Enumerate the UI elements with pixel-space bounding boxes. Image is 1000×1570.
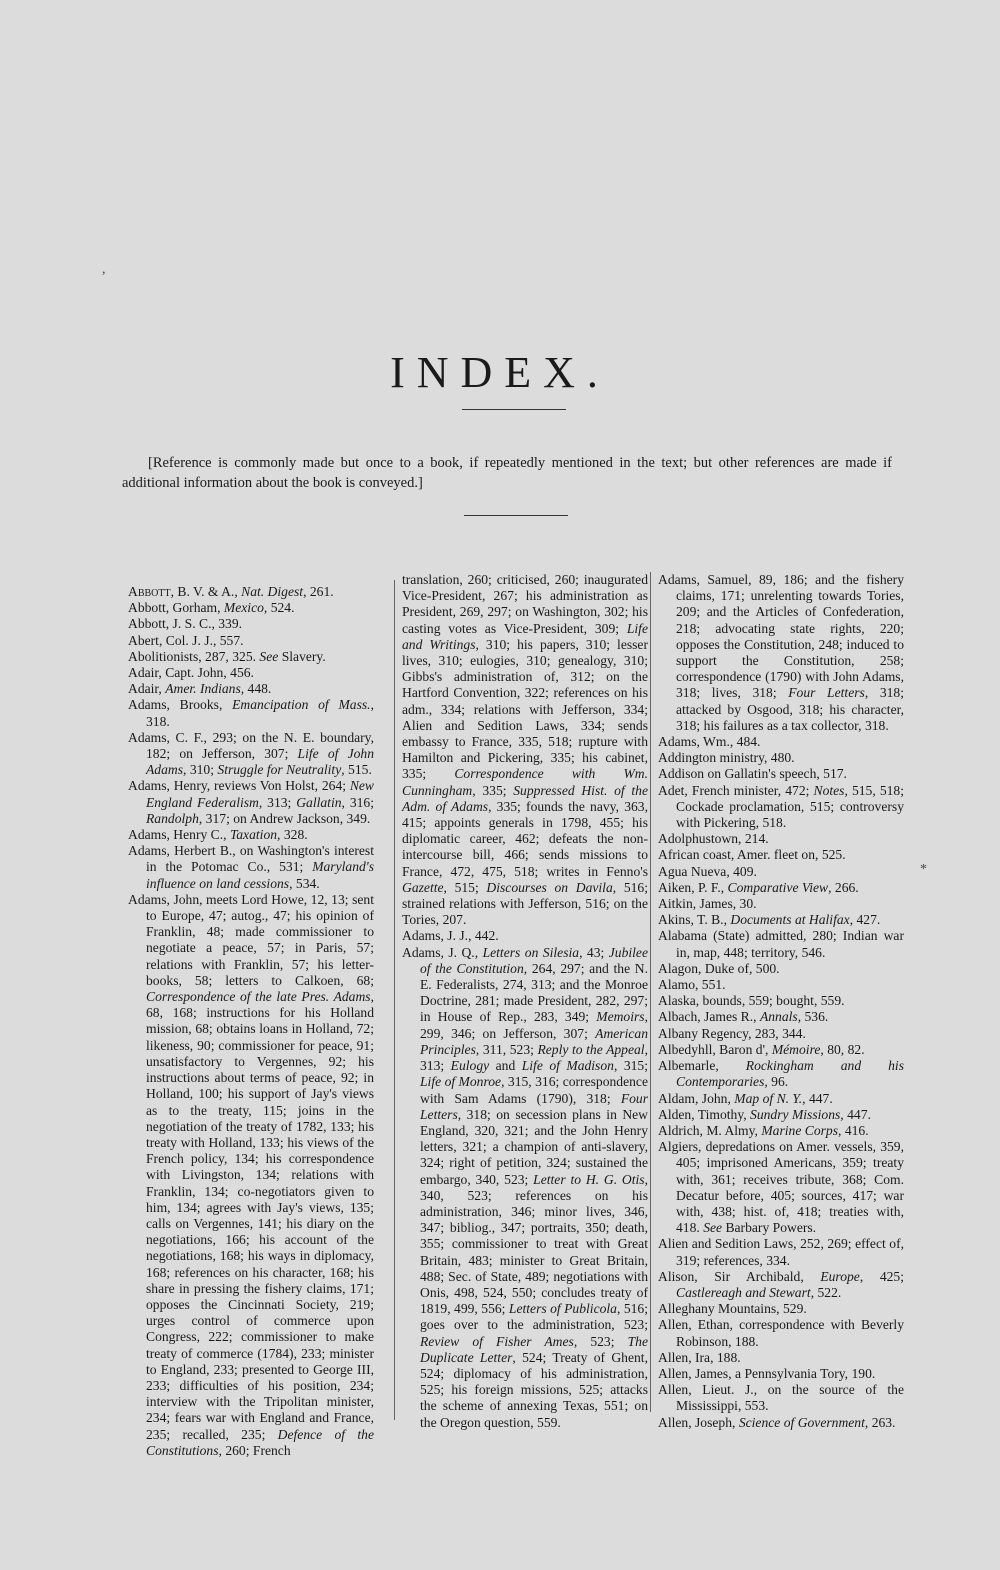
index-entry: Allen, Joseph, Science of Government, 263. bbox=[658, 1414, 896, 1430]
index-entry: Aldrich, M. Almy, Marine Corps, 416. bbox=[658, 1122, 869, 1138]
index-column-2 bbox=[402, 572, 648, 1431]
index-entry: Albany Regency, 283, 344. bbox=[658, 1025, 806, 1041]
page-title: INDEX. bbox=[390, 348, 610, 398]
index-entry: Addison on Gallatin's speech, 517. bbox=[658, 766, 847, 782]
column-divider bbox=[394, 580, 395, 1420]
index-entry: Adolphustown, 214. bbox=[658, 831, 769, 847]
stray-mark: * bbox=[920, 862, 927, 877]
stray-mark: , bbox=[102, 262, 106, 277]
index-entry: Adams, Brooks, Emancipation of Mass., 318. bbox=[128, 697, 374, 729]
index-entry: Allen, James, a Pennsylvania Tory, 190. bbox=[658, 1365, 876, 1381]
index-entry: Aiken, P. F., Comparative View, 266. bbox=[658, 879, 859, 895]
index-entry: Adams, Henry, reviews Von Holst, 264; New England Federalism, 313; Gallatin, 316; Randolph, 317; on Andrew Jackson, 349. bbox=[128, 778, 374, 826]
index-entry: Albach, James R., Annals, 536. bbox=[658, 1009, 829, 1025]
index-entry: Alagon, Duke of, 500. bbox=[658, 960, 780, 976]
index-entry: Alaska, bounds, 559; bought, 559. bbox=[658, 993, 845, 1009]
index-entry: Albemarle, Rockingham and his Contemporaries, 96. bbox=[658, 1058, 904, 1090]
reference-note-text: [Reference is commonly made but once to a book, if repeatedly mentioned in the text; but other references are made if additional information about the book is conveyed.] bbox=[122, 454, 892, 491]
index-entry-continuation: translation, 260; criticised, 260; inaugurated Vice-President, 267; his administration as President, 269, 297; on Washington, 302; his casting votes as Vice-President, 309; Life and Writings, 310; his papers, 310; lesser lives, 310; eulogies, 310; genealogy, 310; Gibbs's administration of, 312; on the Hartford Convention, 322; references on his adm., 334; relations with Jefferson, 334; Alien and Sedition Laws, 334; sends embassy to France, 335, 518; rupture with Hamilton and Pickering, 335; his cabinet, 335; Correspondence with Wm. Cunningham, 335; Suppressed Hist. of the Adm. of Adams, 335; founds the navy, 363, 415; appoints generals in 1798, 455; his diplomatic career, 462; defeats the non-intercourse bill, 466; sends missions to France, 472, 475, 518; writes in Fenno's Gazette, 515; Discourses on Davila, 516; strained relations with Jefferson, 516; on the Tories, 207. bbox=[402, 572, 648, 928]
index-entry: Algiers, depredations on Amer. vessels, 359, 405; imprisoned Americans, 359; treaty with, 361; receives tribute, 368; Com. Decatur before, 405; sources, 417; war with, 438; hist. of, 418; treaties with, 418. See Barbary Powers. bbox=[658, 1139, 904, 1236]
index-entry: Addington ministry, 480. bbox=[658, 750, 795, 766]
index-entry: Adams, Samuel, 89, 186; and the fishery claims, 171; unrelenting towards Tories, 209; and the Articles of Confederation, 218; advocating state rights, 220; opposes the Constitution, 248; induced to support the Constitution, 258; correspondence (1790) with John Adams, 318; lives, 318; Four Letters, 318; attacked by Osgood, 318; his character, 318; his failures as a tax collector, 318. bbox=[658, 572, 904, 733]
index-entry: Adams, J. J., 442. bbox=[402, 928, 499, 944]
index-entry: Alien and Sedition Laws, 252, 269; effect of, 319; references, 334. bbox=[658, 1236, 904, 1268]
index-entry: Abolitionists, 287, 325. See Slavery. bbox=[128, 648, 326, 664]
index-column-1 bbox=[128, 584, 374, 1459]
index-entry: African coast, Amer. fleet on, 525. bbox=[658, 847, 846, 863]
reference-note bbox=[122, 453, 892, 493]
index-entry: Adams, Herbert B., on Washington's interest in the Potomac Co., 531; Maryland's influence on land cessions, 534. bbox=[128, 843, 374, 891]
index-entry: Alamo, 551. bbox=[658, 977, 726, 993]
index-entry: Adams, C. F., 293; on the N. E. boundary, 182; on Jefferson, 307; Life of John Adams, 310; Struggle for Neutrality, 515. bbox=[128, 729, 374, 778]
index-entry: Allen, Ira, 188. bbox=[658, 1349, 741, 1365]
index-column-3 bbox=[658, 572, 904, 1431]
index-entry: Alison, Sir Archibald, Europe, 425; Castlereagh and Stewart, 522. bbox=[658, 1268, 905, 1300]
index-entry: Allen, Lieut. J., on the source of the Mississippi, 553. bbox=[658, 1382, 904, 1414]
index-entry: Adair, Capt. John, 456. bbox=[128, 665, 254, 681]
index-entry: Abbott, B. V. & A., Nat. Digest, 261. bbox=[128, 584, 334, 599]
note-rule bbox=[464, 515, 568, 516]
index-entry: Adet, French minister, 472; Notes, 515, 518; Cockade proclamation, 515; controversy with Pickering, 518. bbox=[658, 782, 904, 831]
index-entry: Abert, Col. J. J., 557. bbox=[128, 632, 244, 648]
index-entry: Akins, T. B., Documents at Halifax, 427. bbox=[658, 912, 881, 928]
index-entry: Albedyhll, Baron d', Mémoire, 80, 82. bbox=[658, 1041, 865, 1057]
index-entry: Abbott, J. S. C., 339. bbox=[128, 616, 243, 632]
index-entry: Adams, John, meets Lord Howe, 12, 13; sent to Europe, 47; autog., 47; his opinion of Franklin, 48; made commissioner to negotiate a peace, 57; in Paris, 57; relations with Franklin, 57; his letter-books, 58; letters to Calkoen, 68; Correspondence of the late Pres. Adams, 68, 168; instructions for his Holland mission, 68; obtains loans in Holland, 72; likeness, 90; commissioner for peace, 91; unsatisfactory to Vergennes, 92; his instructions about terms of peace, 92; in Holland, 100; his support of Jay's views as to the treaty, 115; joins in the negotiation of the treaty of 1782, 133; his treaty with Holland, 133; his views of the French policy, 134; his correspondence with Livingston, 134; relations with Franklin, 134; co-negotiators given to him, 134; agrees with Jay's views, 135; calls on Vergennes, 141; his diary on the negotiations, 166; his account of the negotiations, 168; his ways in diplomacy, 168; references on his character, 168; his share in pressing the fishery claims, 171; opposes the Cincinnati Society, 219; urges control of commerce upon Congress, 222; commissioner to make treaty of commerce (1784), 233; minister to England, 233; presented to George III, 233; difficulties of his position, 234; interview with the Tripolitan minister, 234; fears war with England and France, 235; recalled, 235; Defence of the Constitutions, 260; French bbox=[128, 891, 374, 1458]
column-divider bbox=[650, 572, 651, 1412]
index-entry: Adams, Henry C., Taxation, 328. bbox=[128, 827, 308, 843]
index-entry: Adams, Wm., 484. bbox=[658, 734, 761, 750]
index-entry: Agua Nueva, 409. bbox=[658, 863, 757, 879]
title-rule bbox=[462, 409, 566, 410]
index-entry: Aldam, John, Map of N. Y., 447. bbox=[658, 1090, 833, 1106]
index-entry: Alleghany Mountains, 529. bbox=[658, 1301, 807, 1317]
index-entry: Aitkin, James, 30. bbox=[658, 896, 757, 912]
index-entry: Alden, Timothy, Sundry Missions, 447. bbox=[658, 1106, 871, 1122]
index-entry: Allen, Ethan, correspondence with Beverly Robinson, 188. bbox=[658, 1317, 904, 1349]
index-entry: Alabama (State) admitted, 280; Indian war in, map, 448; territory, 546. bbox=[658, 928, 904, 960]
index-entry: Adams, J. Q., Letters on Silesia, 43; Jubilee of the Constitution, 264, 297; and the N. E. Federalists, 274, 313; and the Monroe Doctrine, 281; made President, 282, 297; in House of Rep., 283, 349; Memoirs, 299, 346; on Jefferson, 307; American Principles, 311, 523; Reply to the Appeal, 313; Eulogy and Life of Madison, 315; Life of Monroe, 315, 316; correspondence with Sam Adams (1790), 318; Four Letters, 318; on secession plans in New England, 320, 321; and the John Henry letters, 321; a champion of anti-slavery, 324; right of petition, 324; sustained the embargo, 340, 523; Letter to H. G. Otis, 340, 523; references on his administration, 346; minor lives, 346, 347; bibliog., 347; portraits, 350; death, 355; commissioner to treat with Great Britain, 483; minister to Great Britain, 488; Sec. of State, 489; negotiations with Onis, 498, 524, 550; concludes treaty of 1819, 499, 556; Letters of Publicola, 516; goes over to the administration, 523; Review of Fisher Ames, 523; The Duplicate Letter, 524; Treaty of Ghent, 524; diplomacy of his administration, 525; his foreign missions, 525; attacks the scheme of annexing Texas, 551; on the Oregon question, 559. bbox=[402, 944, 648, 1430]
index-entry: Adair, Amer. Indians, 448. bbox=[128, 681, 272, 697]
index-entry: Abbott, Gorham, Mexico, 524. bbox=[128, 600, 295, 616]
